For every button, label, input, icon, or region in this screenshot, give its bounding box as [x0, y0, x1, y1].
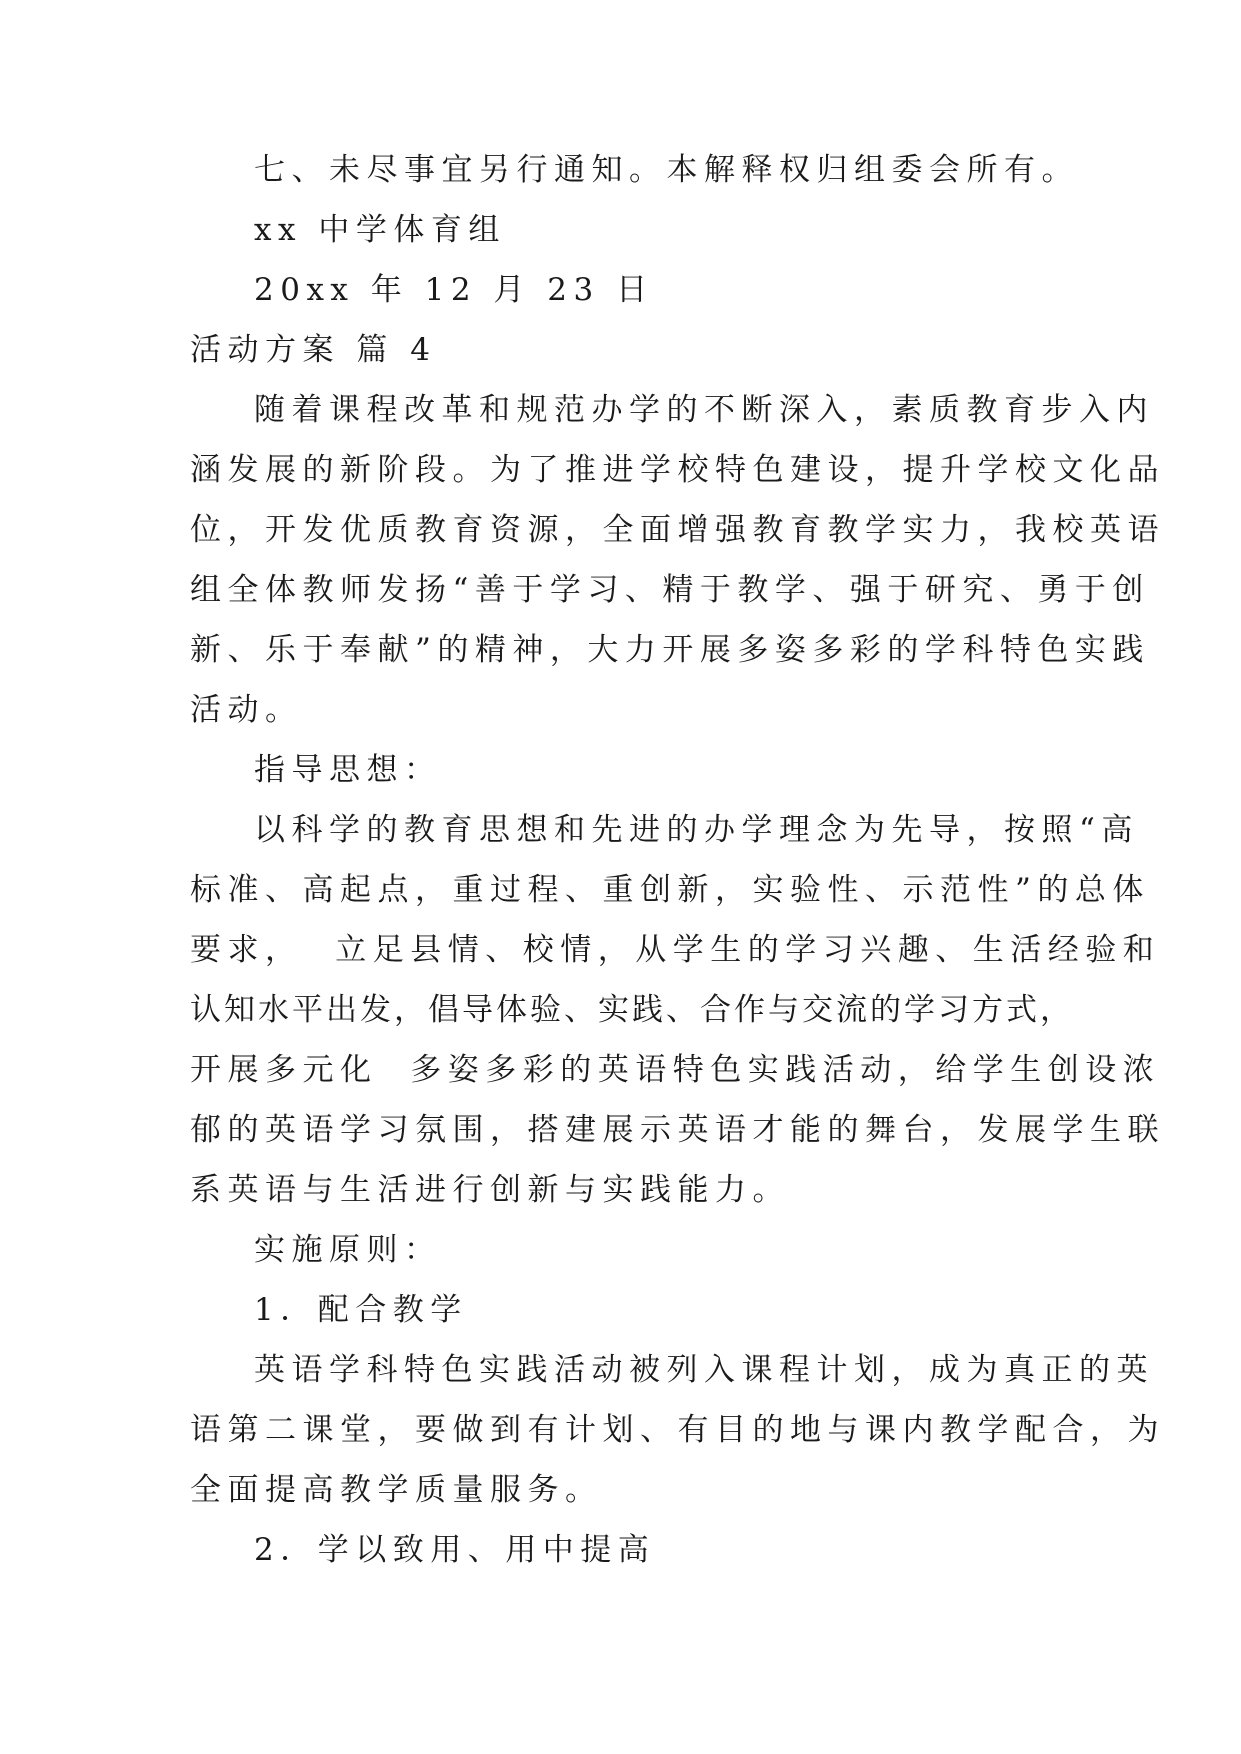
closing-item-7: 七、未尽事宜另行通知。本解释权归组委会所有。	[254, 152, 1079, 188]
paragraph-line: 全面提高教学质量服务。	[190, 1472, 603, 1508]
paragraph-line: 活动。	[190, 692, 303, 728]
principle-1-paragraph	[190, 1340, 1165, 1520]
paragraph-line: 以科学的教育思想和先进的办学理念为先导，按照“高	[254, 812, 1139, 848]
paragraph-line: 组全体教师发扬“善于学习、精于教学、强于研究、勇于创	[190, 572, 1150, 608]
paragraph-line: 标准、高起点，重过程、重创新，实验性、示范性”的总体	[190, 872, 1150, 908]
organizer-signature: xx 中学体育组	[254, 212, 506, 248]
paragraph-line: 郁的英语学习氛围，搭建展示英语才能的舞台，发展学生联	[190, 1112, 1165, 1148]
paragraph-line: 位，开发优质教育资源，全面增强教育教学实力，我校英语	[190, 512, 1165, 548]
paragraph-line: 随着课程改革和规范办学的不断深入，素质教育步入内	[254, 392, 1154, 428]
paragraph-line: 新、乐于奉献”的精神，大力开展多姿多彩的学科特色实践	[190, 632, 1150, 668]
paragraph-line: 语第二课堂，要做到有计划、有目的地与课内教学配合，为	[190, 1412, 1165, 1448]
paragraph-line: 开展多元化 多姿多彩的英语特色实践活动，给学生创设浓	[190, 1052, 1161, 1088]
guiding-heading: 指导思想：	[254, 752, 442, 788]
document-date: 20xx 年 12 月 23 日	[254, 272, 654, 308]
intro-paragraph	[190, 380, 1165, 740]
paragraph-line: 英语学科特色实践活动被列入课程计划，成为真正的英	[254, 1352, 1154, 1388]
paragraph-line: 要求， 立足县情、校情，从学生的学习兴趣、生活经验和	[190, 932, 1161, 968]
principles-heading: 实施原则：	[254, 1232, 442, 1268]
principle-1-title: 1．配合教学	[254, 1292, 468, 1328]
paragraph-line: 涵发展的新阶段。为了推进学校特色建设，提升学校文化品	[190, 452, 1165, 488]
paragraph-line: 系英语与生活进行创新与实践能力。	[190, 1172, 790, 1208]
principle-2-title: 2．学以致用、用中提高	[254, 1532, 656, 1568]
section-title: 活动方案 篇 4	[190, 332, 437, 368]
guiding-paragraph	[190, 800, 1165, 1220]
paragraph-line: 认知水平出发，倡导体验、实践、合作与交流的学习方式，	[190, 992, 1074, 1028]
document-page	[190, 140, 1165, 1580]
